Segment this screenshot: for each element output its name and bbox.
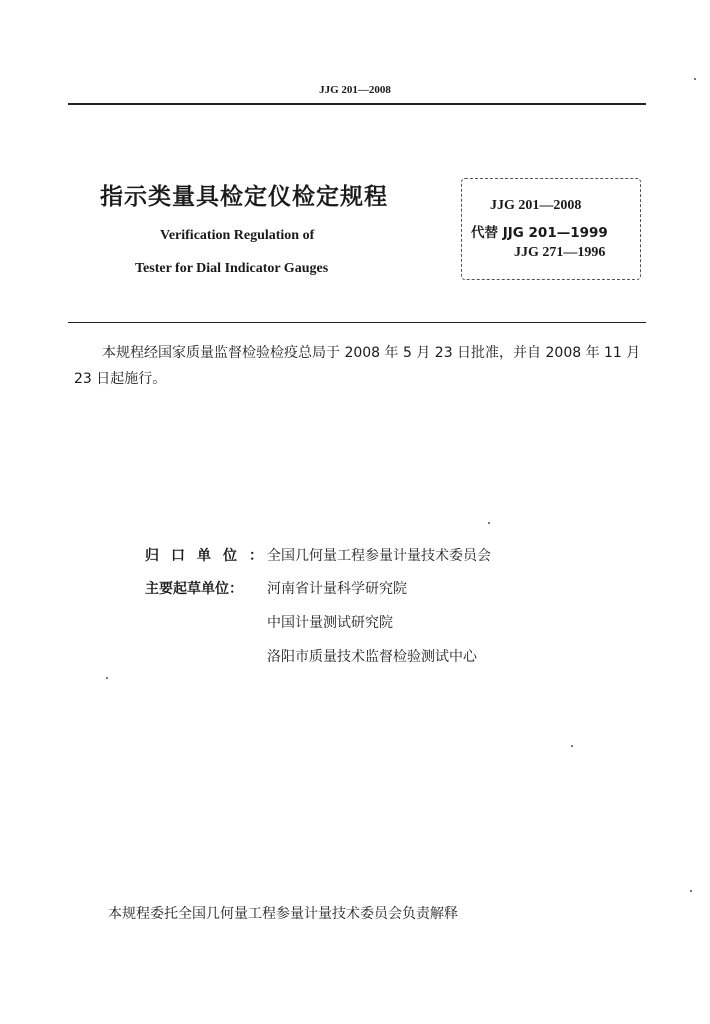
code-box-replaces-1: 代替 JJG 201—1999 — [471, 225, 608, 241]
code-box-code: JJG 201—2008 — [490, 198, 582, 213]
title-chinese: 指示类量具检定仪检定规程 — [100, 184, 388, 210]
responsible-unit-label: 归口单位： — [145, 548, 275, 564]
drafting-unit-3: 洛阳市质量技术监督检验测试中心 — [267, 649, 477, 665]
scan-speck — [488, 522, 490, 524]
section-rule — [68, 322, 646, 323]
interpretation-note: 本规程委托全国几何量工程参量计量技术委员会负责解释 — [108, 906, 458, 922]
code-box-replaces-2: JJG 271—1996 — [514, 245, 606, 260]
scan-speck — [690, 890, 692, 892]
drafting-unit-2: 中国计量测试研究院 — [267, 615, 393, 631]
scan-speck — [571, 745, 573, 747]
responsible-unit-value: 全国几何量工程参量计量技术委员会 — [267, 548, 491, 564]
scan-speck — [106, 677, 108, 679]
drafting-unit-label: 主要起草单位： — [145, 581, 243, 597]
header-standard-code: JJG 201—2008 — [319, 84, 391, 96]
scan-speck — [694, 78, 696, 80]
title-english-line1: Verification Regulation of — [160, 228, 315, 243]
title-english-line2: Tester for Dial Indicator Gauges — [135, 261, 329, 276]
approval-paragraph: 本规程经国家质量监督检验检疫总局于 2008 年 5 月 23 日批准，并自 2008 年 11 月 23 日起施行。 — [74, 345, 641, 387]
drafting-unit-1: 河南省计量科学研究院 — [267, 581, 407, 597]
header-rule — [68, 103, 646, 105]
